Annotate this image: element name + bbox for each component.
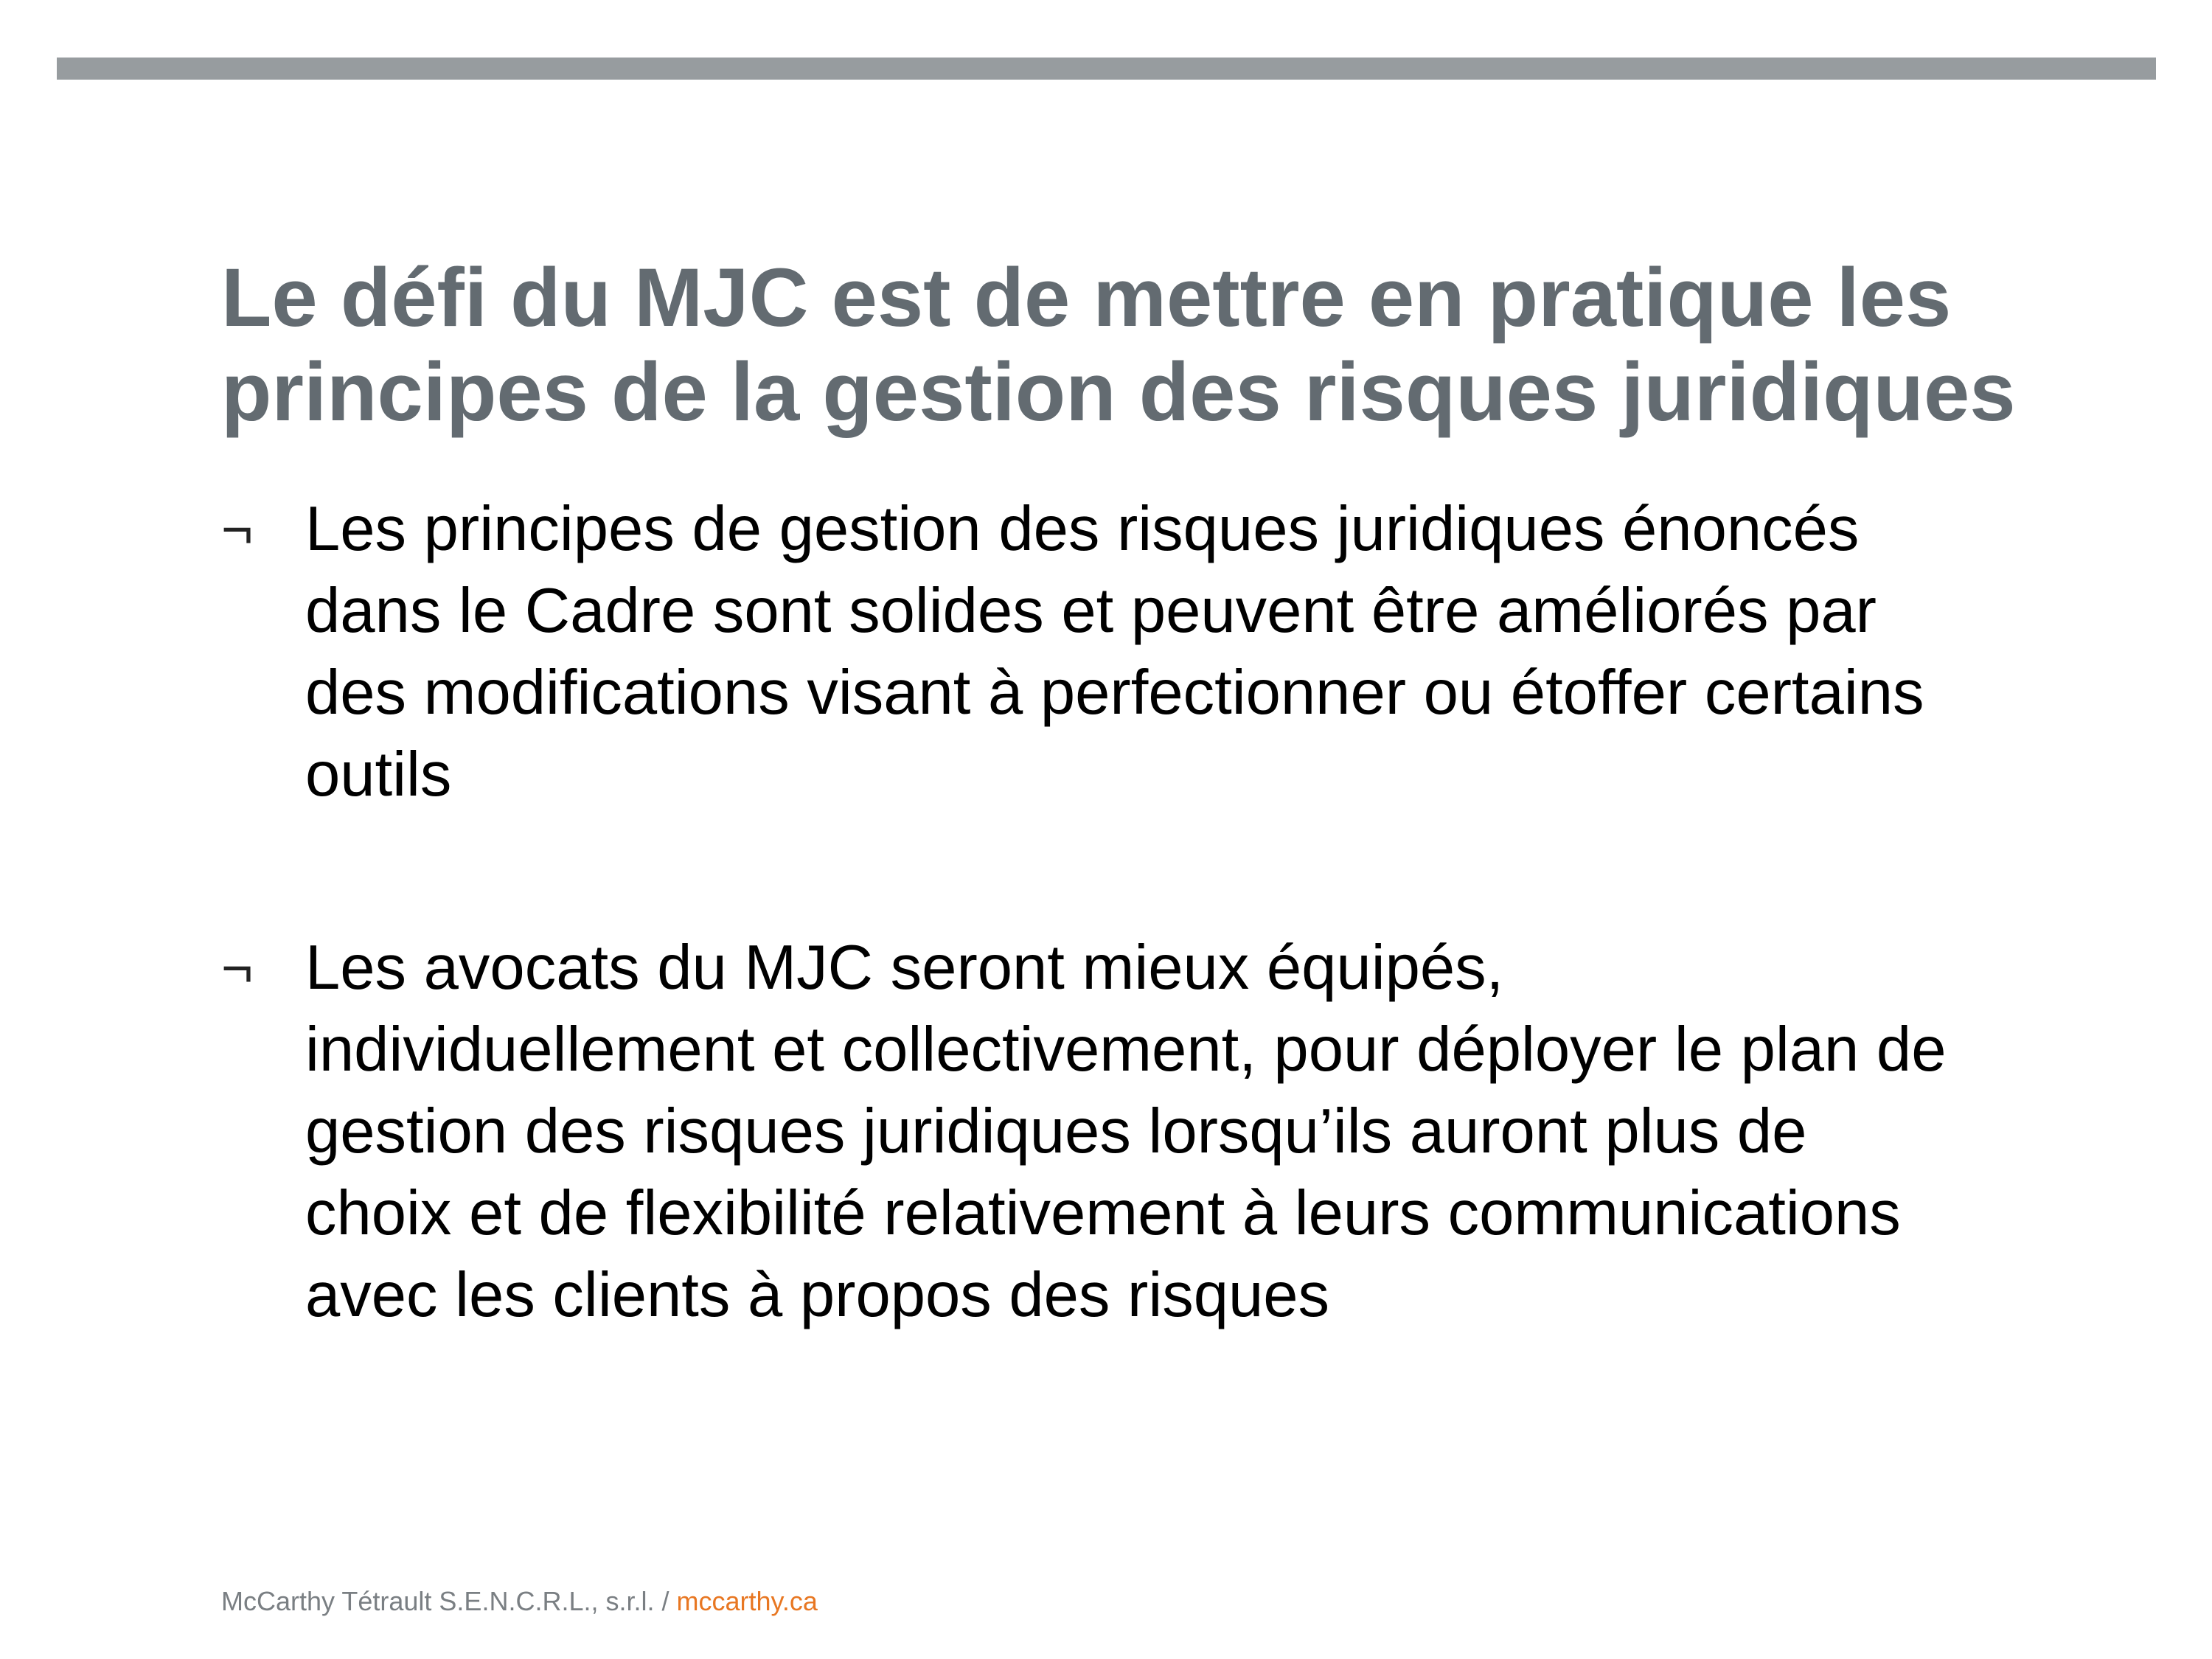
slide-title-line: principes de la gestion des risques juridiques <box>221 346 2016 438</box>
bullet-text-line: outils <box>305 740 452 810</box>
bullet-text-line: avec les clients à propos des risques <box>305 1260 1330 1330</box>
bullet-text-line: choix et de flexibilité relativement à leurs communications <box>305 1178 1901 1248</box>
bullet-text-line: Les principes de gestion des risques juridiques énoncés <box>305 494 1860 564</box>
footer <box>221 1585 818 1618</box>
top-divider-bar <box>57 58 2156 80</box>
bullet-text-line: des modifications visant à perfectionner ou étoffer certains <box>305 658 1924 728</box>
bullet-marker-icon: ¬ <box>221 937 254 998</box>
bullet-text-line: Les avocats du MJC seront mieux équipés, <box>305 933 1504 1003</box>
bullet-text-line: individuellement et collectivement, pour déployer le plan de <box>305 1015 1947 1085</box>
bullet-list <box>221 488 2168 1336</box>
bullet-text <box>305 927 2168 1336</box>
bullet-text-line: dans le Cadre sont solides et peuvent être améliorés par <box>305 576 1877 646</box>
bullet-text <box>305 488 2168 815</box>
footer-website-link[interactable]: mccarthy.ca <box>676 1586 818 1616</box>
bullet-item <box>221 488 2168 815</box>
bullet-text-line: gestion des risques juridiques lorsqu’ils auront plus de <box>305 1096 1807 1166</box>
slide-title <box>221 251 2168 439</box>
bullet-item <box>221 927 2168 1336</box>
footer-company: McCarthy Tétrault S.E.N.C.R.L., s.r.l. / <box>221 1586 677 1616</box>
bullet-marker-icon: ¬ <box>221 498 254 560</box>
slide-title-line: Le défi du MJC est de mettre en pratique les <box>221 251 1952 344</box>
